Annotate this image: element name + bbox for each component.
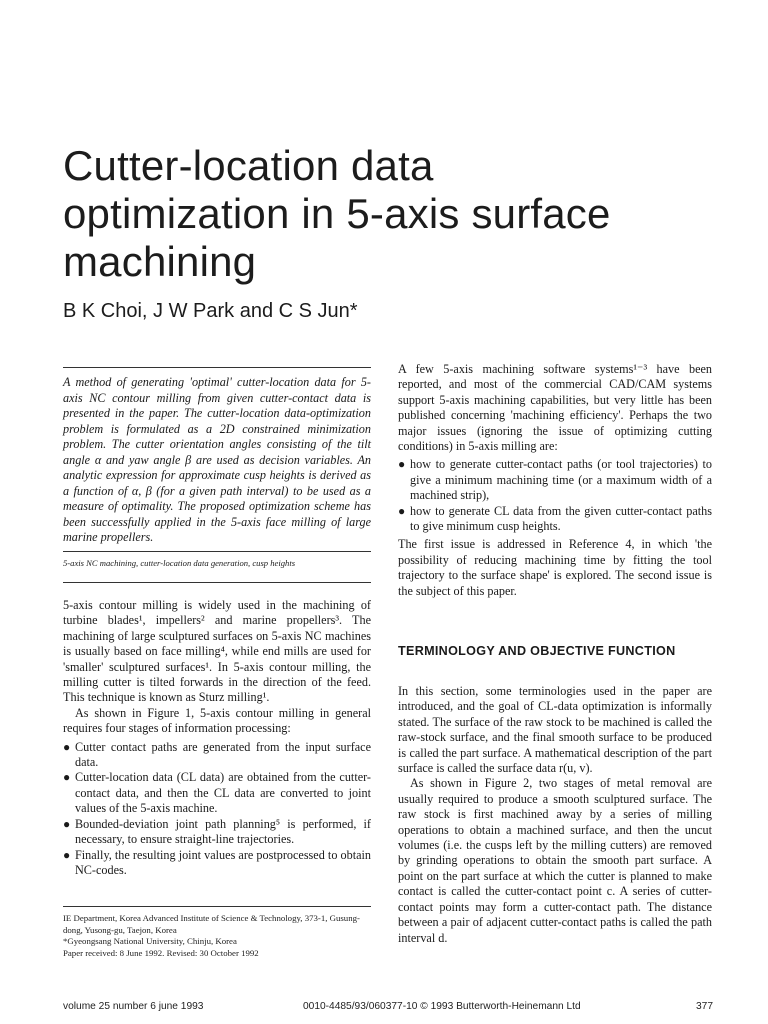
bullet-icon: ●: [63, 739, 71, 754]
list-item: ● Cutter contact paths are generated from the input surface data.: [63, 739, 371, 770]
list-item: ● Bounded-deviation joint path planning⁵ is performed, if necessary, to ensure straight-line trajectories.: [63, 816, 371, 847]
abstract-top-rule: [63, 367, 371, 368]
bullet-icon: ●: [63, 847, 71, 862]
title-line: machining: [63, 238, 257, 285]
list-item: ● Finally, the resulting joint values are postprocessed to obtain NC-codes.: [63, 847, 371, 877]
title-line: optimization in 5-axis surface: [63, 190, 611, 237]
affiliation: [63, 913, 371, 959]
body-paragraph: In this section, some terminologies used in the paper are introduced, and the goal of CL-data optimization is informally stated. The surface of the raw stock to be machined is called the raw-stock surface, and the final smooth surface to be produced is called the part surface. A mathematical description of the part surface is called the surface data r(u, v).: [398, 684, 712, 776]
section-body: [398, 684, 712, 946]
page-number: 377: [696, 1001, 713, 1012]
list-item: ● Cutter-location data (CL data) are obtained from the cutter-contact data, and then the CL data are converted to joint values of the 5-axis machine.: [63, 770, 371, 816]
keywords-rule: [63, 582, 371, 583]
abstract: [63, 375, 371, 546]
journal-volume: volume 25 number 6 june 1993: [63, 1001, 204, 1012]
stages-list: [63, 740, 371, 879]
title-line: Cutter-location data: [63, 142, 434, 189]
section-heading: TERMINOLOGY AND OBJECTIVE FUNCTION: [398, 644, 676, 658]
body-paragraph: As shown in Figure 1, 5-axis contour milling in general requires four stages of information processing:: [63, 705, 371, 736]
issues-list: [398, 457, 712, 534]
bullet-icon: ●: [398, 503, 406, 518]
paper-title: [63, 142, 743, 286]
body-paragraph: As shown in Figure 2, two stages of metal removal are usually required to produce a smooth sculptured surface. The raw stock is first machined away by a series of milling operations to obtain a machined surface, and then the uncut volumes (i.e. the cusps left by the milling cutters) are removed by grinding operations to obtain the smooth part surface. A point on the part surface at which the cutter is planned to make contact is called the cutter-contact point c. A series of cutter-contact points may form a cutter-contact path. The distance between a pair of adjacent cutter-contact paths is called the path interval d.: [398, 776, 712, 945]
affiliation-rule: [63, 906, 371, 907]
affiliation-line: Paper received: 8 June 1992. Revised: 30 October 1992: [63, 947, 259, 958]
abstract-text: A method of generating 'optimal' cutter-location data for 5-axis NC contour milling from given cutter-contact data is presented in the paper. The cutter-location data-optimization problem is formulated as a 2D constrained minimization problem. The cutter orientation angles consisting of the tilt angle α and yaw angle β are used as decision variables. An analytic expression for approximate cusp heights is derived as a function of α, β (for a given path interval) to be used as a measure of optimality. The proposed optimization scheme has been successfully applied in the 5-axis face milling of large marine propellers.: [63, 375, 371, 544]
list-item: ● how to generate CL data from the given cutter-contact paths to give minimum cusp heights.: [398, 503, 712, 534]
right-column-intro: [398, 362, 712, 599]
body-paragraph: The first issue is addressed in Reference 4, in which 'the possibility of reducing machining time by fitting the tool trajectory to the surface shape' is explored. The second issue is the subject of this paper.: [398, 537, 712, 598]
body-paragraph: A few 5-axis machining software systems¹⁻³ have been reported, and most of the commercial CAD/CAM systems support 5-axis machining capabilities, but very little has been published concerning 'machining efficiency'. Perhaps the two major issues (ignoring the issue of optimizing cutting conditions) in 5-axis milling are:: [398, 362, 712, 454]
list-item: ● how to generate cutter-contact paths (or tool trajectories) to give a minimum machining time (or a maximum width of a machined strip),: [398, 457, 712, 503]
bullet-icon: ●: [398, 457, 406, 472]
bullet-icon: ●: [63, 816, 71, 831]
affiliation-line: *Gyeongsang National University, Chinju, Korea: [63, 936, 237, 947]
bullet-icon: ●: [63, 770, 71, 785]
affiliation-line: IE Department, Korea Advanced Institute of Science & Technology, 373-1, Gusung-dong, Yusong-gu, Taejon, Korea: [63, 913, 360, 935]
left-column-body: [63, 598, 371, 878]
keywords: 5-axis NC machining, cutter-location data generation, cusp heights: [63, 558, 296, 568]
body-paragraph: 5-axis contour milling is widely used in the machining of turbine blades¹, impellers² and marine propellers³. The machining of large sculptured surfaces on 5-axis NC machines is usually based on face milling⁴, while end mills are used for 'smaller' sculptured surfaces¹. In 5-axis contour milling, the milling cutter is tilted forwards in the direction of the feed. This technique is known as Sturz milling¹.: [63, 598, 371, 705]
abstract-bottom-rule: [63, 551, 371, 552]
issn-copyright: 0010-4485/93/060377-10 © 1993 Butterworth-Heinemann Ltd: [303, 1001, 581, 1012]
authors: B K Choi, J W Park and C S Jun*: [63, 300, 358, 322]
